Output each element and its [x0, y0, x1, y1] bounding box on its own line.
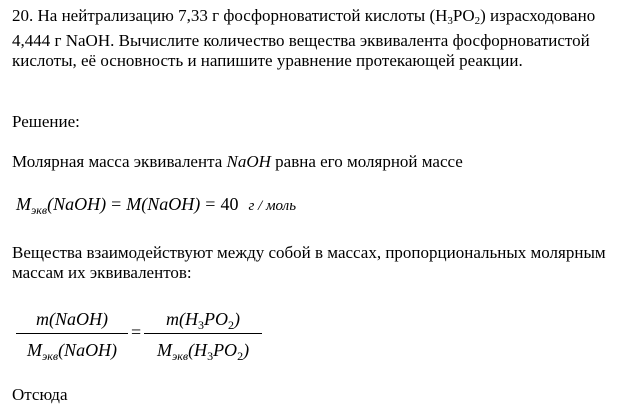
interaction-sentence: Вещества взаимодействуют между собой в массах, пропорциональных молярным массам их эквивалентов:	[12, 243, 606, 282]
conclusion-label: Отсюда	[12, 385, 68, 404]
solution-heading: Решение:	[12, 112, 80, 131]
left-fraction	[16, 307, 128, 362]
left-fraction-bar	[16, 333, 128, 334]
right-fraction-bar	[144, 333, 262, 334]
problem-statement: 20. На нейтрализацию 7,33 г фосфорноватистой кислоты $(H_3PO_2)$ израсходовано 4,444 г NaOH. Вычислите количество вещества эквивалента фосфорноватистой кислоты, её основность и напишите уравнение протекающей реакции.	[12, 6, 596, 70]
right-denominator: $M_{экв}(H_3PO_2)$	[156, 340, 250, 363]
left-numerator: m(NaOH)	[36, 309, 108, 329]
right-fraction	[144, 307, 262, 362]
naoh-formula-inline: NaOH	[226, 152, 271, 171]
molar-mass-unit: г / моль	[248, 198, 297, 214]
molar-mass-sentence: Молярная масса эквивалента NaOH равна его молярной массе	[12, 152, 463, 171]
right-numerator: $m(H_3PO_2)$	[166, 309, 240, 332]
equivalent-molar-mass-formula: $M_{экв}(NaOH)$ = M(NaOH) = 40 г / моль	[16, 194, 297, 217]
equals-sign: =	[131, 322, 142, 342]
molar-mass-value: 40	[220, 194, 239, 214]
left-denominator: $M_{экв}(NaOH)$	[26, 340, 118, 363]
problem-number: 20.	[12, 6, 34, 25]
